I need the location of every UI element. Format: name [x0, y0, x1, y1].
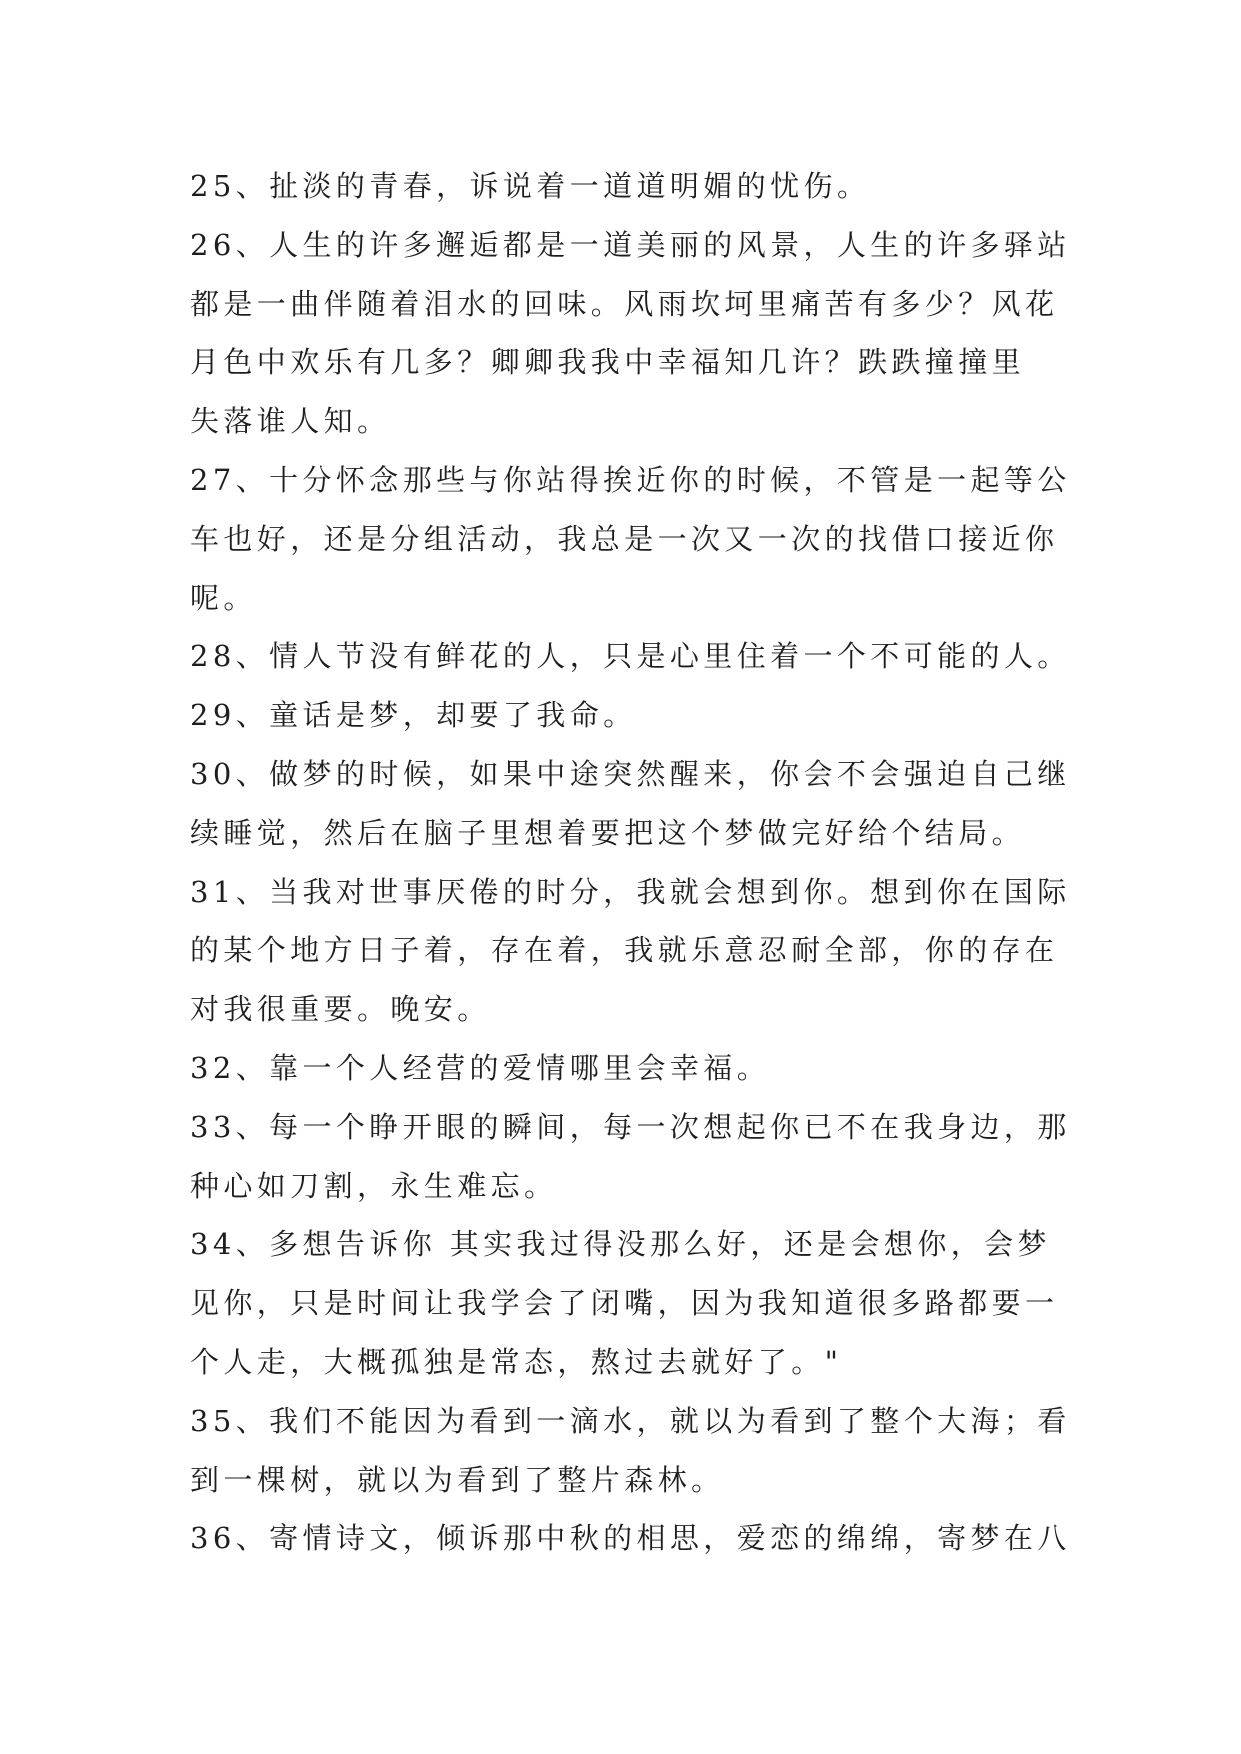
document-body	[190, 157, 1200, 1568]
text-line: 见你，只是时间让我学会了闭嘴，因为我知道很多路都要一	[190, 1286, 1059, 1321]
entry-30	[190, 745, 1200, 863]
text-line: 月色中欢乐有几多？卿卿我我中幸福知几许？跌跌撞撞里	[190, 345, 1026, 380]
text-line: 的某个地方日子着，存在着，我就乐意忍耐全部，你的存在	[190, 933, 1059, 968]
text-line: 28、情人节没有鲜花的人，只是心里住着一个不可能的人。	[190, 639, 1071, 674]
text-line: 32、靠一个人经营的爱情哪里会幸福。	[190, 1050, 771, 1085]
text-line: 车也好，还是分组活动，我总是一次又一次的找借口接近你	[190, 521, 1059, 556]
text-line: 34、多想告诉你 其实我过得没那么好，还是会想你，会梦	[190, 1227, 1051, 1262]
entry-32	[190, 1039, 1200, 1098]
text-line: 25、扯淡的青春，诉说着一道道明媚的忧伤。	[190, 169, 871, 203]
text-line: 到一棵树，就以为看到了整片森林。	[190, 1462, 725, 1497]
text-line: 个人走，大概孤独是常态，熬过去就好了。"	[190, 1344, 843, 1379]
entry-31	[190, 863, 1200, 1039]
text-line: 30、做梦的时候，如果中途突然醒来，你会不会强迫自己继	[190, 756, 1071, 791]
entry-28	[190, 627, 1200, 686]
text-line: 31、当我对世事厌倦的时分，我就会想到你。想到你在国际	[190, 874, 1071, 909]
text-line: 36、寄情诗文，倾诉那中秋的相思，爱恋的绵绵，寄梦在八	[190, 1521, 1071, 1556]
entry-25	[190, 157, 1200, 216]
entry-36	[190, 1509, 1200, 1568]
entry-29	[190, 686, 1200, 745]
entry-35	[190, 1392, 1200, 1510]
text-line: 都是一曲伴随着泪水的回味。风雨坎坷里痛苦有多少？风花	[190, 286, 1059, 321]
entry-34	[190, 1215, 1200, 1391]
text-line: 26、人生的许多邂逅都是一道美丽的风景，人生的许多驿站	[190, 227, 1071, 262]
text-line: 35、我们不能因为看到一滴水，就以为看到了整个大海；看	[190, 1403, 1071, 1438]
entry-33	[190, 1098, 1200, 1216]
text-line: 种心如刀割，永生难忘。	[190, 1168, 558, 1203]
entry-27	[190, 451, 1200, 627]
text-line: 失落谁人知。	[190, 404, 391, 439]
text-line: 33、每一个睁开眼的瞬间，每一次想起你已不在我身边，那	[190, 1109, 1071, 1144]
text-line: 续睡觉，然后在脑子里想着要把这个梦做完好给个结局。	[190, 815, 1026, 850]
text-line: 呢。	[190, 580, 257, 615]
entry-26	[190, 216, 1200, 451]
text-line: 对我很重要。晚安。	[190, 992, 491, 1027]
text-line: 29、童话是梦，却要了我命。	[190, 698, 637, 733]
text-line: 27、十分怀念那些与你站得挨近你的时候，不管是一起等公	[190, 462, 1071, 497]
